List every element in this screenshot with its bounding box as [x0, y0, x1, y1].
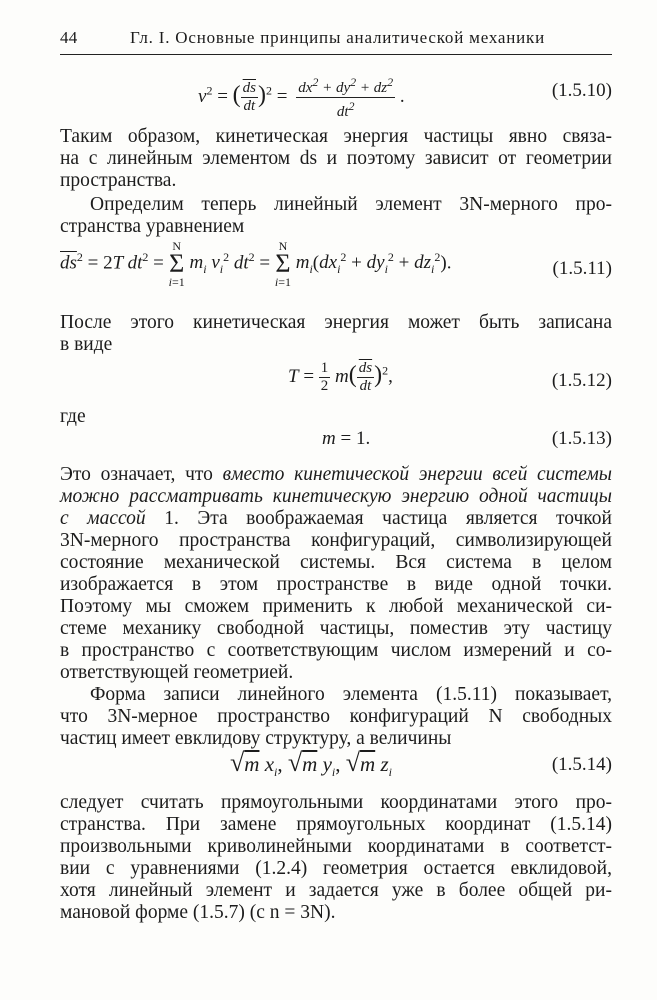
- text-line: Определим теперь линейный элемент 3N-мерного про-: [90, 194, 612, 215]
- equation-1-5-14-render: √m $x_i$, √m $y_i$, √m $z_i$: [230, 748, 392, 780]
- equation-1-5-12: [60, 358, 612, 404]
- text-line: в виде: [60, 334, 113, 355]
- italic-text: вместо кинетической энергии всей системы: [222, 464, 612, 485]
- equation-1-5-11-render: $\overline{ds}^2 = 2T$ $dt^2 = N$ Σ i=1 $m_i$ $v_i^2$ $dt^2 = N$ Σ i=1 $m_i(dx_i^2 + dy_i^2 + dz_i^2)$.: [60, 239, 452, 289]
- running-header: [60, 28, 612, 55]
- text-line: на с линейным элементом ds и поэтому зависит от геометрии: [60, 148, 612, 169]
- equation-1-5-13-render: m = 1.: [322, 428, 371, 449]
- text-line: произвольными криволинейными координатами в соответст-: [60, 836, 612, 857]
- text-line: следует считать прямоугольными координатами этого про-: [60, 792, 612, 813]
- text-line: пространства.: [60, 170, 177, 191]
- italic-text: с массой: [60, 508, 146, 529]
- text-line: вии с уравнениями (1.2.4) геометрия остается евклидовой,: [60, 858, 612, 879]
- text-line: [60, 486, 612, 508]
- equation-number: (1.5.13): [551, 428, 612, 449]
- paragraph-1: [60, 126, 612, 192]
- text-line: изображается в этом пространстве в виде одной точки.: [60, 574, 612, 595]
- equation-1-5-13: [60, 428, 612, 454]
- text-line: в пространство с соответствующим числом измерений и со-: [60, 640, 612, 661]
- text-line: Таким образом, кинетическая энергия частицы явно связа-: [60, 126, 612, 147]
- equation-1-5-12-render: T = $\frac{1}{2}$ m( $\frac{\overline{ds}}{dt}$ )$^2$,: [288, 360, 393, 394]
- equation-number: (1.5.14): [551, 754, 612, 775]
- plain-text: Это означает, что: [60, 464, 223, 485]
- plain-text: 1. Эта воображаемая частица является точкой: [145, 508, 612, 529]
- text-line: Поэтому мы сможем применить к любой механической си-: [60, 596, 612, 617]
- equation-1-5-11: [60, 240, 612, 298]
- text-line: стеме механику свободной частицы, поместив эту частицу: [60, 618, 612, 639]
- equation-1-5-10: [60, 70, 612, 120]
- text-line: где: [60, 406, 86, 427]
- paragraph-4: [60, 464, 612, 684]
- text-line: мановой форме (1.5.7) (с n = 3N).: [60, 902, 336, 923]
- equation-number: (1.5.11): [552, 258, 612, 279]
- text-line: хотя линейный элемент и задается уже в более общей ри-: [60, 880, 612, 901]
- equation-number: (1.5.12): [551, 370, 612, 391]
- text-line: Форма записи линейного элемента (1.5.11) показывает,: [90, 684, 612, 705]
- text-line: После этого кинетическая энергия может быть записана: [60, 312, 612, 333]
- text-line: частиц имеет евклидову структуру, а величины: [60, 728, 452, 749]
- text-line: состояние механической системы. Вся система в целом: [60, 552, 612, 573]
- paragraph-6: [60, 792, 612, 924]
- text-line: [60, 464, 612, 486]
- text-line: ответствующей геометрией.: [60, 662, 294, 683]
- where-word: [60, 406, 612, 428]
- paragraph-2: [60, 194, 612, 238]
- equation-1-5-10-render: $v^2$ = ( $\frac{\overline{ds}}{dt}$ )$^2$ = $\frac{dx^2 + dy^2 + dz^2}{dt^2}$ .: [198, 75, 405, 120]
- text-line: странства уравнением: [60, 216, 245, 237]
- italic-text: можно рассматривать кинетическую энергию одной частицы: [60, 486, 612, 507]
- equation-1-5-14: [60, 748, 612, 782]
- equation-number: (1.5.10): [551, 80, 612, 101]
- text-line: [60, 508, 612, 530]
- paragraph-3: [60, 312, 612, 356]
- page-number: 44: [60, 28, 78, 47]
- paragraph-5: [60, 684, 612, 750]
- text-line: странства. При замене прямоугольных координат (1.5.14): [60, 814, 612, 835]
- chapter-title: Гл. I. Основные принципы аналитической механики: [130, 28, 546, 47]
- text-line: 3N-мерного пространства конфигураций, символизирующей: [60, 530, 612, 551]
- text-line: что 3N-мерное пространство конфигураций N свободных: [60, 706, 612, 727]
